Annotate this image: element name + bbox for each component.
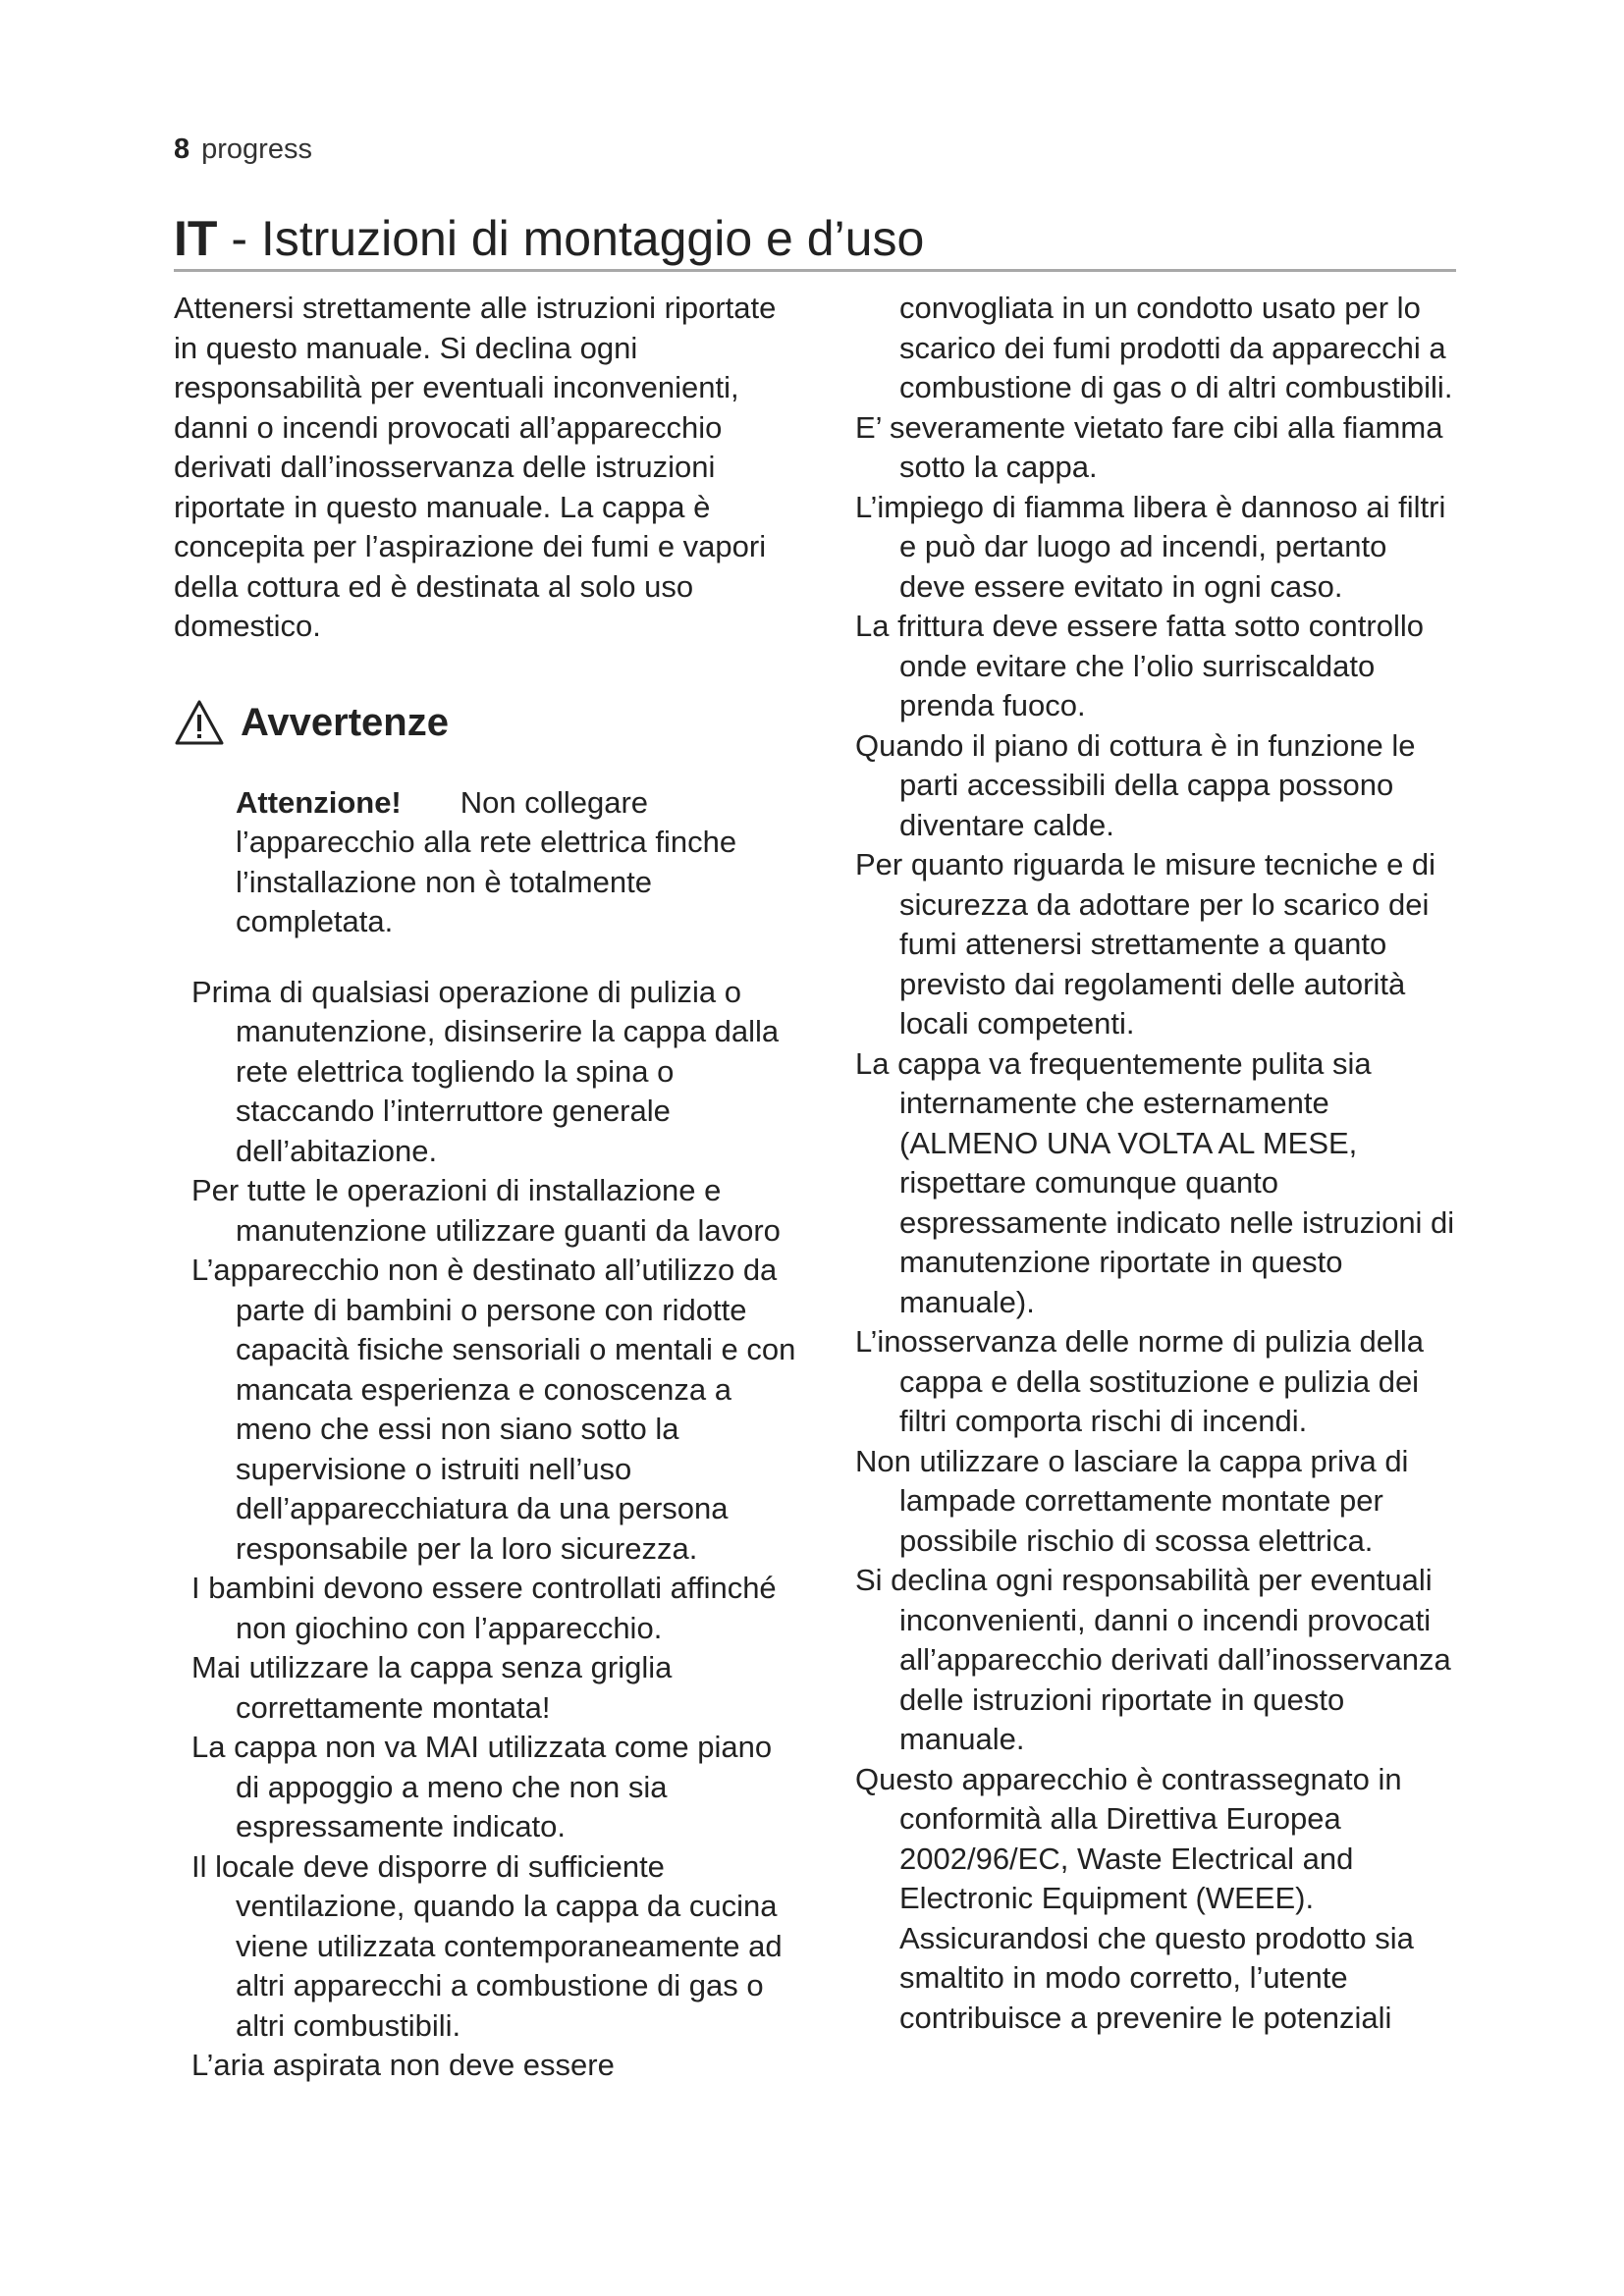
right-column — [855, 289, 1456, 2038]
warning-item: Si declina ogni responsabilità per eventuali inconvenienti, danni o incendi provocati all’apparecchio derivati dall’inosservanza delle istruzioni riportate in questo manuale. — [855, 1563, 1451, 1756]
warning-item: I bambini devono essere controllati affinché non giochino con l’apparecchio. — [191, 1571, 777, 1645]
warnings-heading — [174, 694, 802, 753]
warning-item: L’inosservanza delle norme di pulizia della cappa e della sostituzione e pulizia dei filtri comporta rischi di incendi. — [855, 1324, 1425, 1438]
warning-item: La cappa non va MAI utilizzata come piano di appoggio a meno che non sia espressamente indicato. — [191, 1730, 773, 1843]
brand-name: progress — [201, 133, 312, 165]
warning-item: Mai utilizzare la cappa senza griglia correttamente montata! — [191, 1650, 673, 1725]
warnings-title: Avvertenze — [241, 701, 449, 745]
warning-item: E’ severamente vietato fare cibi alla fiamma sotto la cappa. — [855, 409, 1443, 484]
section-title-text: - Istruzioni di montaggio e d’uso — [217, 211, 925, 266]
section-title — [174, 209, 1456, 268]
warning-item: Per tutte le operazioni di installazione e manutenzione utilizzare guanti da lavoro — [191, 1173, 781, 1248]
warning-continuation: convogliata in un condotto usato per lo scarico dei fumi prodotti da apparecchi a combustione di gas o di altri combustibili. — [899, 291, 1453, 404]
warning-item: Per quanto riguarda le misure tecniche e di sicurezza da adottare per lo scarico dei fumi attenersi strettamente a quanto previsto dai regolamenti delle autorità locali competenti. — [855, 847, 1436, 1041]
intro-paragraph: Attenersi strettamente alle istruzioni riportate in questo manuale. Si declina ogni responsabilità per eventuali inconvenienti, danni o incendi provocati all’apparecchio derivati dall’inosservanza delle istruzioni riportate in questo manuale. La cappa è concepita per l’aspirazione dei fumi e vapori della cottura ed è destinata al solo uso domestico. — [174, 291, 777, 643]
title-divider — [174, 269, 1456, 272]
warning-item: L’impiego di fiamma libera è dannoso ai filtri e può dar luogo ad incendi, pertanto deve essere evitato in ogni caso. — [855, 489, 1446, 604]
warning-item: Quando il piano di cottura è in funzione le parti accessibili della cappa possono diventare calde. — [855, 727, 1416, 842]
left-warning-list — [174, 973, 802, 2086]
page-number: 8 — [174, 133, 190, 165]
warning-item: Il locale deve disporre di sufficiente ventilazione, quando la cappa da cucina viene utilizzata contemporaneamente ad altri apparecchi a combustione di gas o altri combustibili. — [191, 1848, 783, 2043]
warning-item: L’aria aspirata non deve essere — [191, 2048, 615, 2082]
attention-text: Non collegare l’apparecchio alla rete elettrica finche l’installazione non è totalmente completata. — [236, 784, 737, 938]
left-column — [174, 289, 802, 2086]
language-code: IT — [174, 211, 218, 266]
warning-item: Non utilizzare o lasciare la cappa priva di lampade correttamente montate per possibile rischio di scossa elettrica. — [855, 1443, 1409, 1558]
warning-item: Questo apparecchio è contrassegnato in conformità alla Direttiva Europea 2002/96/EC, Waste Electrical and Electronic Equipment (WEEE). Assicurandosi che questo prodotto sia smaltito in modo corretto, l’utente contribuisce a prevenire le potenziali — [855, 1761, 1414, 2035]
attention-paragraph — [174, 783, 802, 942]
warning-item: La frittura deve essere fatta sotto controllo onde evitare che l’olio surriscaldato prenda fuoco. — [855, 609, 1424, 722]
attention-label: Attenzione! — [236, 784, 402, 820]
warning-item: L’apparecchio non è destinato all’utilizzo da parte di bambini o persone con ridotte capacità fisiche sensoriali o mentali e con mancata esperienza e conoscenza a meno che essi non siano sotto la supervisione o istruiti nell’uso dell’apparecchiatura da una persona responsabile per la loro sicurezza. — [191, 1253, 796, 1566]
warning-item: La cappa va frequentemente pulita sia internamente che esternamente (ALMENO UNA VOLTA AL MESE, rispettare comunque quanto espressamente indicato nelle istruzioni di manutenzione riportate in questo manuale). — [855, 1045, 1455, 1319]
warning-item: Prima di qualsiasi operazione di pulizia o manutenzione, disinserire la cappa dalla rete elettrica togliendo la spina o staccando l’interruttore generale dell’abitazione. — [191, 974, 780, 1168]
right-warning-list — [855, 408, 1456, 2039]
page-header — [174, 133, 312, 166]
warning-triangle-icon — [174, 698, 225, 749]
